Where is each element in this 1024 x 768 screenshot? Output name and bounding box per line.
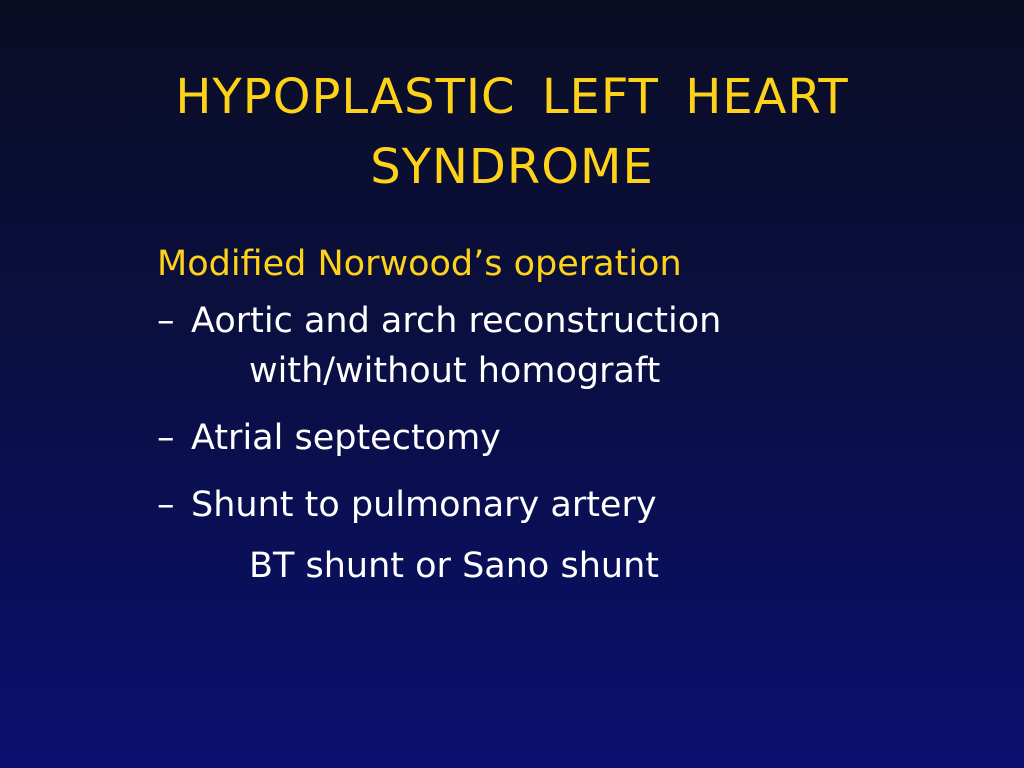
bullet-text: Atrial septectomy (191, 418, 501, 458)
bullet-item (157, 480, 977, 530)
slide-body (157, 236, 977, 591)
bullet-text-continued: with/without homograft (249, 351, 661, 391)
bullet-item (157, 413, 977, 463)
title-line-1: HYPOPLASTIC LEFT HEART (175, 69, 849, 125)
bullet-dash: – (157, 485, 175, 525)
bullet-text: Aortic and arch reconstruction (191, 301, 722, 341)
bullet-dash: – (157, 301, 175, 341)
bullet-dash: – (157, 418, 175, 458)
sub-note: BT shunt or Sano shunt (249, 546, 659, 586)
section-heading: Modified Norwood’s operation (157, 244, 682, 284)
slide-title (0, 62, 1024, 202)
bullet-item (157, 296, 977, 396)
bullet-text: Shunt to pulmonary artery (191, 485, 657, 525)
title-line-2: SYNDROME (370, 139, 654, 195)
